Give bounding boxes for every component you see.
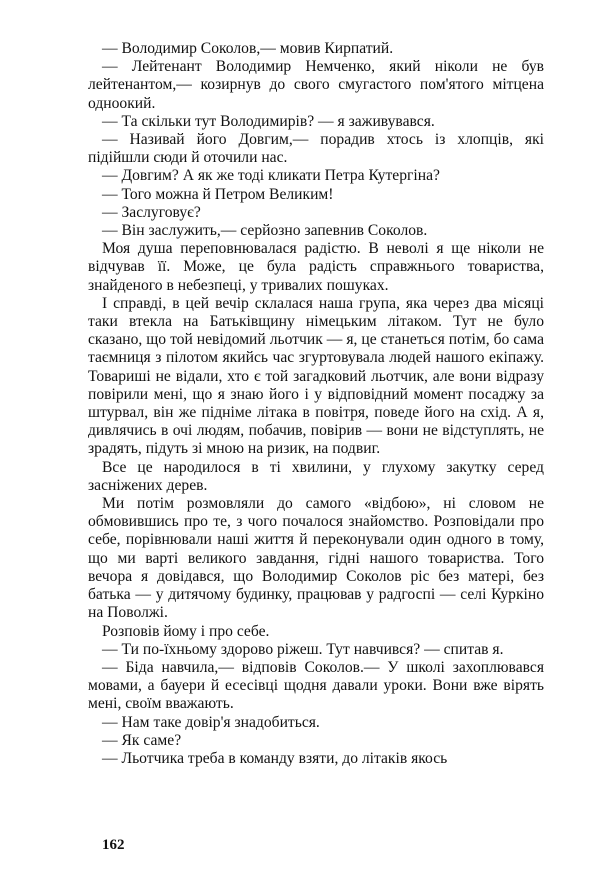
page-text [88,40,544,768]
paragraph: — Льотчика треба в команду взяти, до літаків якось [102,749,448,767]
paragraph: — Називай його Довгим,— порадив хтось із хлопців, які підійшли сюди й оточили нас. [88,131,544,167]
paragraph: — Того можна й Петром Великим! [102,185,334,203]
paragraph: Ми потім розмовляли до самого «відбою», ні словом не обмовившись про те, з чого почалося знайомство. Розповідали про себе, порівнювали наші життя й переконували один одного в тому, що ми варті великого завдання, гідні нашого товариства. Того вечора я довідався, що Володимир Соколов ріс без матері, без батька — у дитячому будинку, працював у радгоспі — селі Куркіно на Поволжі. [88,495,544,622]
paragraph: Розповів йому і про себе. [102,622,270,640]
paragraph: — Він заслужить,— серйозно запевнив Соколов. [102,222,428,240]
paragraph: — Як саме? [102,731,182,749]
paragraph: І справді, в цей вечір склалася наша група, яка через два місяці таки втекла на Батьківщину німецьким літаком. Тут не було сказано, що той невідомий льотчик — я, це станеться потім, бо сама таємниця з пілотом якийсь час згуртовувала людей нашого екіпажу. Товариші не відали, хто є той загадковий льотчик, але вони відразу повірили мені, що я знаю його і у відповідний момент посаджу за штурвал, він же підніме літака в повітря, поведе його на схід. А я, дивлячись в очі людям, побачив, повірив — вони не відступлять, не зрадять, підуть зі мною на ризик, на подвиг. [88,294,544,458]
paragraph: Все це народилося в ті хвилини, у глухому закутку серед засніжених дерев. [88,458,544,494]
paragraph: — Ти по-їхньому здорово ріжеш. Тут навчився? — спитав я. [102,640,504,658]
paragraph: — Біда навчила,— відповів Соколов.— У школі захоплювався мовами, а бауери й есесівці щодня давали уроки. Вони вже вірять мені, своїм вважають. [88,658,544,713]
paragraph: — Володимир Соколов,— мовив Кирпатий. [102,40,394,57]
paragraph: — Нам таке довір'я знадобиться. [102,713,320,731]
paragraph: — Та скільки тут Володимирів? — я заживувався. [102,112,435,130]
page-number: 162 [102,837,125,853]
paragraph: — Довгим? А як же тоді кликати Петра Кутергіна? [102,167,440,185]
paragraph: — Лейтенант Володимир Немченко, який ніколи не був лейтенантом,— козирнув до свого смугастого пом'ятого мітцена одноокий. [88,58,544,112]
paragraph: — Заслуговує? [102,203,201,221]
paragraph: Моя душа переповнювалася радістю. В неволі я ще ніколи не відчував її. Може, це була радість справжнього товариства, знайденого в небезпеці, у тривалих пошуках. [88,240,544,294]
